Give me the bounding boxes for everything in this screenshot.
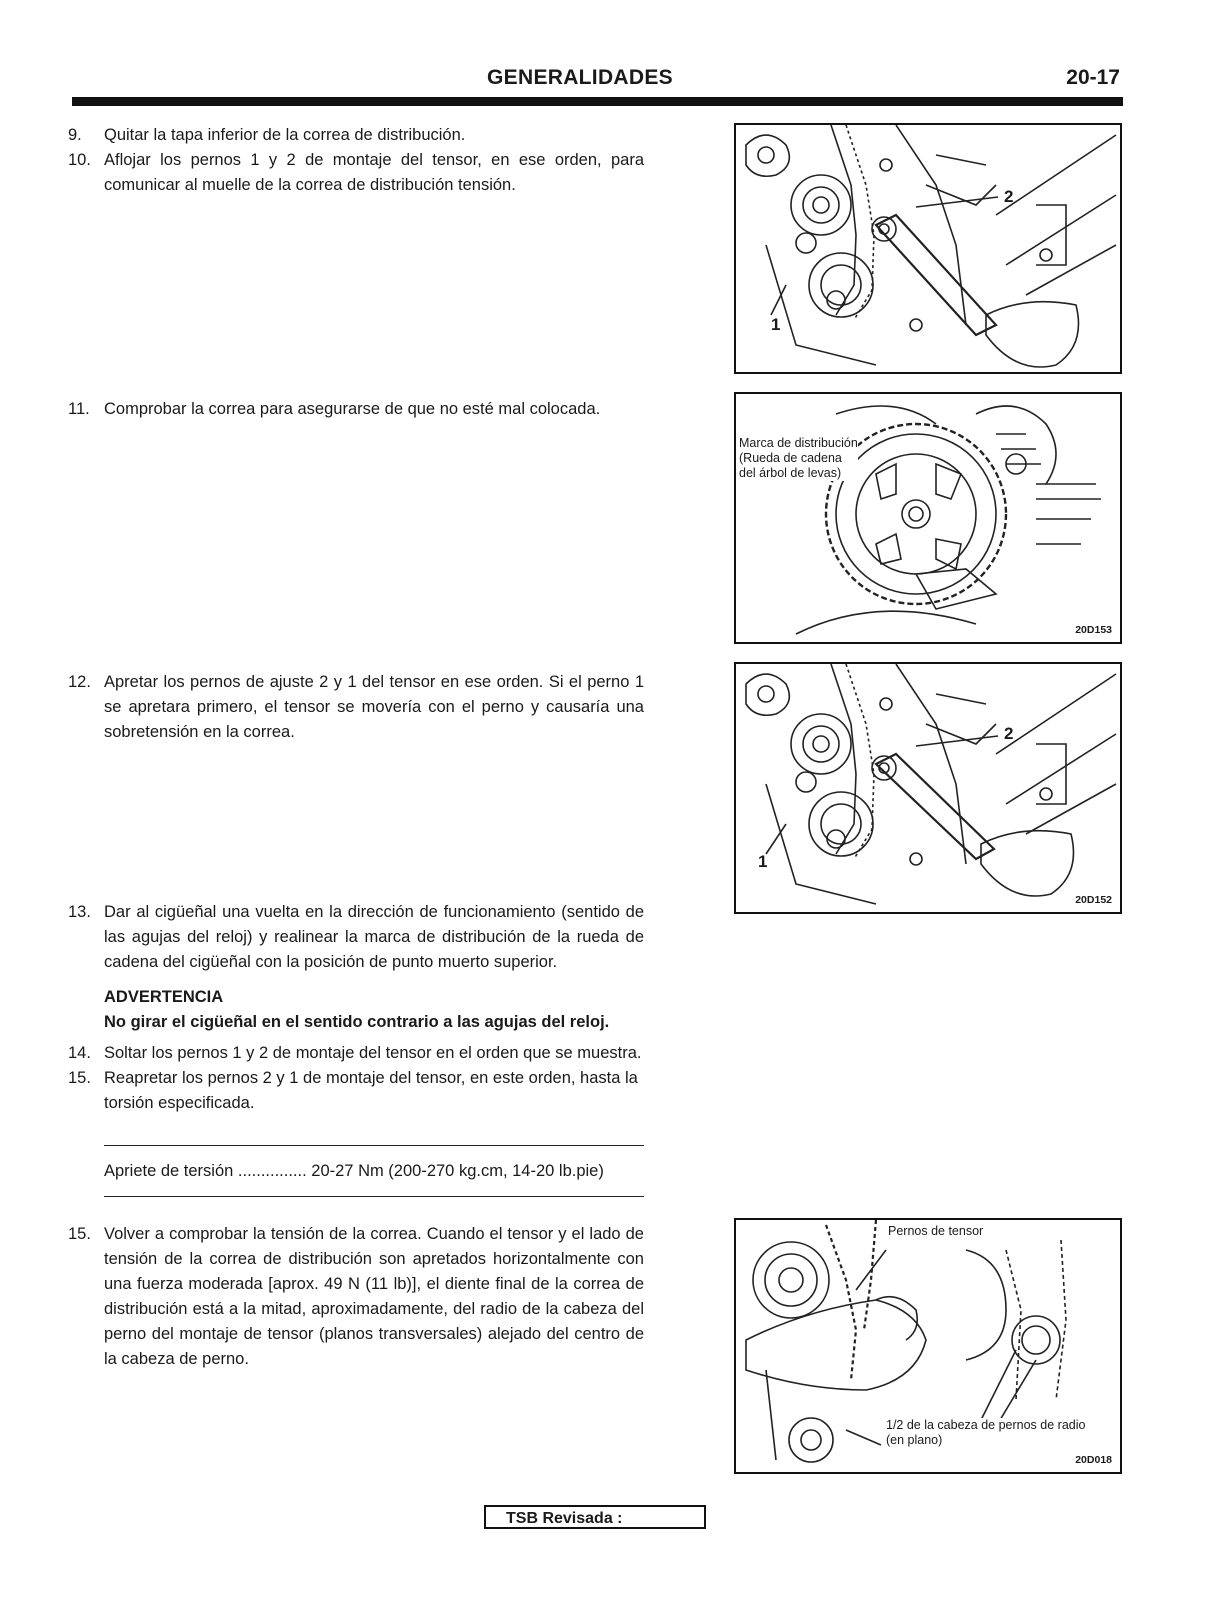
figure-code: 20D153 <box>1075 624 1112 636</box>
step-13 <box>68 900 644 975</box>
spec-value: 20-27 Nm (200-270 kg.cm, 14-20 lb.pie) <box>311 1162 604 1180</box>
torque-spec <box>104 1145 644 1197</box>
warning-text: No girar el cigüeñal en el sentido contrario a las agujas del reloj. <box>104 1013 610 1031</box>
step-text: Soltar los pernos 1 y 2 de montaje del tensor en el orden que se muestra. <box>104 1044 642 1062</box>
engine-illustration <box>736 664 1120 912</box>
callout-line: del árbol de levas) <box>739 466 842 480</box>
step-12 <box>68 670 644 745</box>
step-15 <box>68 1066 644 1116</box>
bolt-label-1: 1 <box>758 852 768 871</box>
bolt-label-2: 2 <box>1004 724 1014 743</box>
step-text: Dar al cigüeñal una vuelta en la dirección de funcionamiento (sentido de las agujas del reloj) y realinear la marca de distribución de la rueda de cadena del cigüeñal con la posición de punto muerto superior. <box>104 903 644 971</box>
figure-tensor-tighten <box>734 662 1122 914</box>
header-rule <box>72 97 1123 106</box>
callout-line: (Rueda de cadena <box>739 451 842 465</box>
steps-block-5 <box>68 1222 644 1372</box>
steps-block-3 <box>68 670 644 745</box>
step-9 <box>68 123 644 148</box>
tensor-bolts-callout: Pernos de tensor <box>888 1224 984 1238</box>
spec-leader: ............... <box>237 1162 307 1180</box>
figure-tension-check <box>734 1218 1122 1474</box>
steps-block-1 <box>68 123 644 198</box>
step-number: 12. <box>68 673 91 691</box>
timing-mark-callout <box>739 436 858 481</box>
step-11 <box>68 397 644 422</box>
step-text: Aflojar los pernos 1 y 2 de montaje del tensor, en ese orden, para comunicar al muelle de la correa de distribución tensión. <box>104 151 644 194</box>
step-text: Quitar la tapa inferior de la correa de distribución. <box>104 126 466 144</box>
tsb-revision-box: TSB Revisada : <box>484 1505 706 1529</box>
figure-code: 20D152 <box>1075 894 1112 906</box>
step-text: Volver a comprobar la tensión de la correa. Cuando el tensor y el lado de tensión de la correa de distribución son apretados horizontalmente con una fuerza moderada [aprox. 49 N (11 lb)], el diente final de la correa de distribución está a la mitad, aproximadamente, del radio de la cabeza del perno del montaje de tensor (planos transversales) alejado del centro de la cabeza de perno. <box>104 1225 644 1368</box>
step-number: 15. <box>68 1069 91 1087</box>
step-number: 14. <box>68 1044 91 1062</box>
step-number: 13. <box>68 903 91 921</box>
page-title: GENERALIDADES <box>487 66 673 89</box>
step-text: Reapretar los pernos 2 y 1 de montaje del tensor, en este orden, hasta la torsión especificada. <box>104 1069 638 1112</box>
step-number: 11. <box>68 400 90 418</box>
figure-timing-mark <box>734 392 1122 644</box>
step-15-recheck <box>68 1222 644 1372</box>
step-number: 15. <box>68 1225 91 1243</box>
engine-illustration <box>736 125 1120 372</box>
step-number: 9. <box>68 126 82 144</box>
step-number: 10. <box>68 151 91 169</box>
figure-code: 20D018 <box>1075 1454 1112 1466</box>
sprocket-illustration <box>736 394 1120 642</box>
steps-block-2 <box>68 397 644 422</box>
callout-line: (en plano) <box>886 1433 943 1447</box>
callout-line: 1/2 de la cabeza de pernos de radio <box>886 1418 1086 1432</box>
half-radius-callout <box>886 1418 1085 1448</box>
steps-block-4 <box>68 900 644 1116</box>
step-14 <box>68 1041 644 1066</box>
callout-line: Marca de distribución <box>739 436 858 450</box>
step-text: Comprobar la correa para asegurarse de que no esté mal colocada. <box>104 400 601 418</box>
page-number: 20-17 <box>1066 66 1120 89</box>
step-text: Apretar los pernos de ajuste 2 y 1 del tensor en ese orden. Si el perno 1 se apretara primero, el tensor se movería con el perno y causaría una sobretensión en la correa. <box>104 673 644 741</box>
bolt-label-1: 1 <box>771 315 781 334</box>
warning-title: ADVERTENCIA <box>104 988 224 1006</box>
bolt-label-2: 2 <box>1004 187 1014 206</box>
figure-tensor-loosen <box>734 123 1122 374</box>
step-10 <box>68 148 644 198</box>
spec-label: Apriete de tersión <box>104 1162 234 1180</box>
